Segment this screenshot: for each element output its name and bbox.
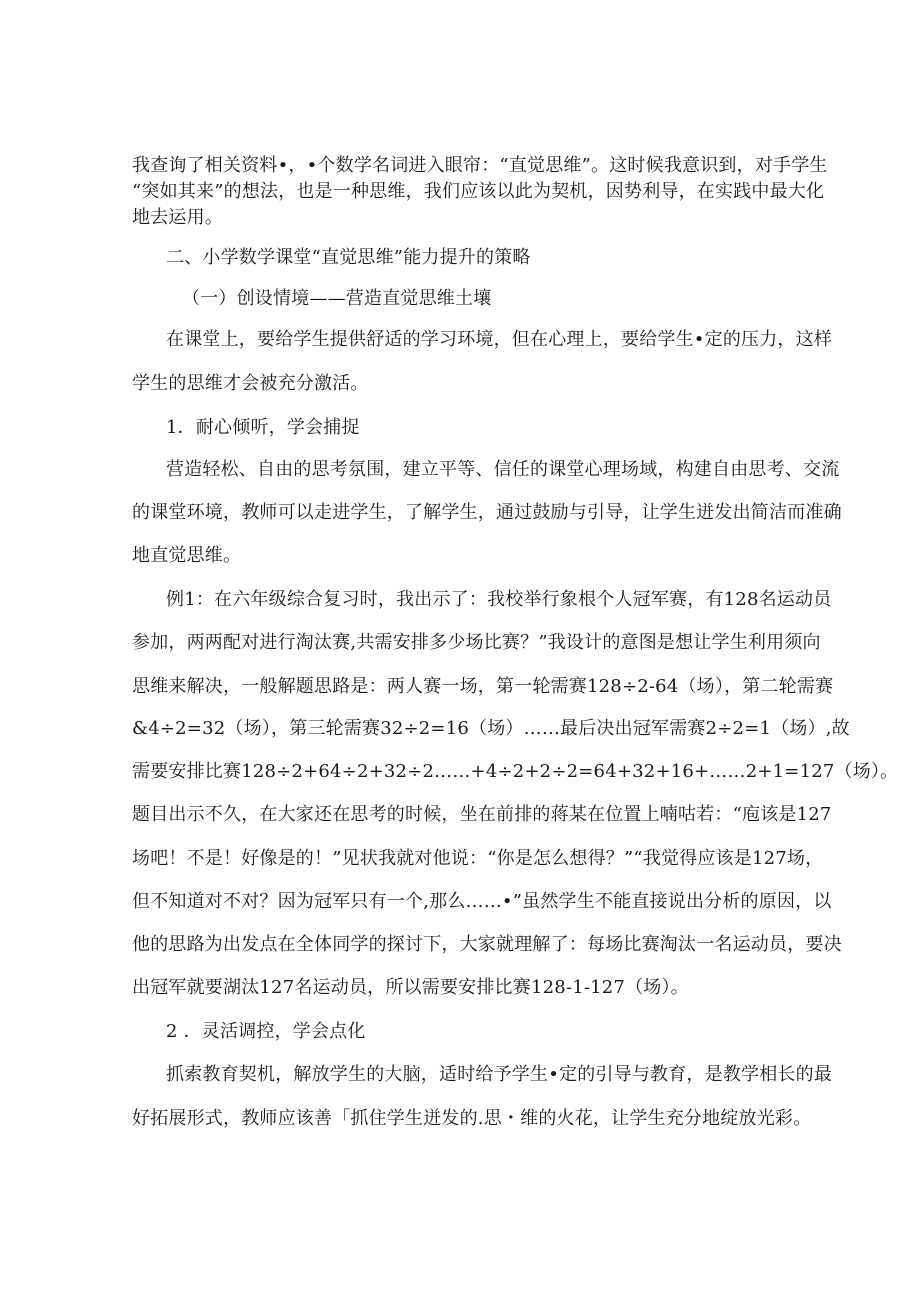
body-text-line: 地去运用。 <box>132 207 223 228</box>
body-text-line: &4÷2=32（场），第三轮需赛32÷2=16（场）……最后决出冠军需赛2÷2=1（场）,故 <box>132 718 850 739</box>
body-text-line: 例1：在六年级综合复习时，我出示了：我校举行象根个人冠军赛，有128名运动员 <box>166 589 832 610</box>
body-text-line: 场吧！不是！好像是的！”见状我就对他说：“你是怎么想得？”“我觉得应该是127场， <box>132 848 824 869</box>
body-text-line: 抓索教育契机，解放学生的大脑，适时给予学生•定的引导与教育，是教学相长的最 <box>166 1064 833 1085</box>
body-text-line: 营造轻松、自由的思考氛围，建立平等、信任的课堂心理场域，构建自由思考、交流 <box>166 459 840 480</box>
body-text-line: “突如其来”的想法，也是一种思维，我们应该以此为契机，因势利导，在实践中最大化 <box>132 181 825 202</box>
section-heading: 二、小学数学课堂“直觉思维”能力提升的策略 <box>166 247 531 268</box>
item-heading: 2 ．灵活调控，学会点化 <box>166 1021 366 1042</box>
body-text-line: 参加，两两配对进行淘汰赛,共需安排多少场比赛？”我设计的意图是想让学生利用须向 <box>132 632 821 653</box>
body-text-line: 好拓展形式，教师应该善「抓住学生迸发的.思・维的火花，让学生充分地绽放光彩。 <box>132 1108 812 1129</box>
subsection-heading: （一）创设情境——营造直觉思维土壤 <box>182 288 492 309</box>
body-text-line: 的课堂环境，教师可以走进学生，了解学生，通过鼓励与引导，让学生迸发出简洁而准确 <box>132 502 842 523</box>
body-text-line: 他的思路为出发点在全体同学的探讨下，大家就理解了：每场比赛淘汰一名运动员，要决 <box>132 934 842 955</box>
body-text-line: 思维来解决，一般解题思路是：两人赛一场，第一轮需赛128÷2-64（场），第二轮需赛 <box>132 676 834 697</box>
body-text-line: 出冠军就要湖汰127名运动员，所以需要安排比赛128-1-127（场）。 <box>132 977 689 998</box>
body-text-line: 题目出示不久，在大家还在思考的时候，坐在前排的蒋某在位置上喃咕若：“庖该是127 <box>132 804 832 825</box>
body-text-line: 地直觉思维。 <box>132 545 242 566</box>
body-text-line: 在课堂上，要给学生提供舒适的学习环境，但在心理上，要给学生•定的压力，这样 <box>166 329 833 350</box>
body-text-line: 需要安排比赛128÷2+64÷2+32÷2……+4÷2+2÷2=64+32+16+……2+1=127（场）。 <box>132 761 899 782</box>
body-text-line: 但不知道对不对？因为冠军只有一个,那么……•”虽然学生不能直接说出分析的原因，以 <box>132 891 832 912</box>
item-heading: 1．耐心倾听，学会捕捉 <box>166 417 360 438</box>
body-text-line: 我查询了相关资料•，•个数学名词进入眼帘：“直觉思维”。这时候我意识到，对手学生 <box>132 155 828 176</box>
body-text-line: 学生的思维才会被充分激活。 <box>132 373 369 394</box>
